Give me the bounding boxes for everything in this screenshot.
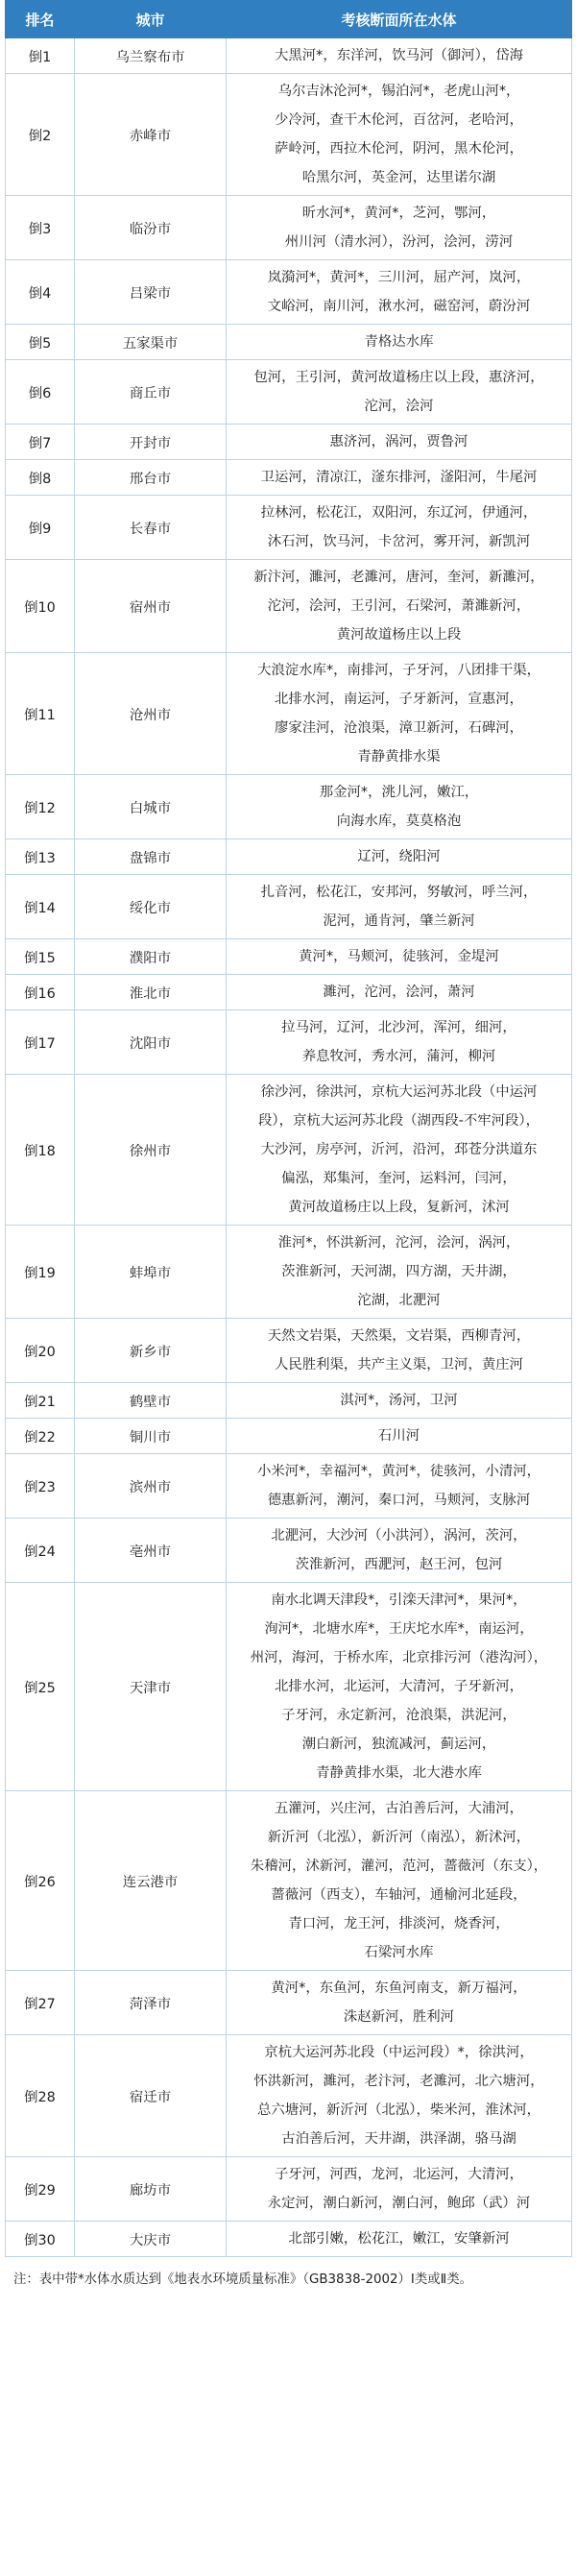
river-line: 京杭大运河苏北段（中运河段）*，徐洪河， <box>264 2045 534 2060</box>
rivers-cell <box>227 653 572 775</box>
rank-cell: 倒19 <box>6 1226 75 1319</box>
table-row <box>6 560 572 653</box>
header-rivers: 考核断面所在水体 <box>227 1 572 38</box>
rivers-cell <box>227 360 572 425</box>
rank-cell: 倒18 <box>6 1075 75 1226</box>
river-line: 黄河故道杨庄以上段，复新河，沭河 <box>288 1200 510 1215</box>
river-line: 哈黑尔河，英金河，达里诺尔湖 <box>301 170 496 185</box>
river-line: 德惠新河，潮河，秦口河，马颊河，支脉河 <box>267 1493 531 1508</box>
rivers-cell <box>227 74 572 196</box>
river-line: 扎音河，松花江，安邦河，努敏河，呼兰河， <box>260 885 538 900</box>
table-row <box>6 74 572 196</box>
rank-cell: 倒26 <box>6 1791 75 1971</box>
river-line: 北排水河，南运河，子牙新河，宣惠河， <box>274 692 524 707</box>
river-line: 沱河，浍河，王引河，石梁河，萧濉新河， <box>267 598 531 614</box>
river-line: 沐石河，饮马河，卡岔河，雾开河，新凯河 <box>267 534 531 549</box>
rivers-cell <box>227 1226 572 1319</box>
city-cell: 五家渠市 <box>75 325 227 360</box>
river-line: 那金河*，洮儿河，嫩江， <box>319 785 479 800</box>
river-line: 洵河*，北塘水库*，王庆坨水库*，南运河， <box>264 1621 534 1637</box>
rank-cell: 倒30 <box>6 2222 75 2257</box>
river-line: 州河，海河，于桥水库，北京排污河（港沟河）， <box>250 1650 548 1665</box>
river-line: 子牙河，河西，龙河，北运河，大清河， <box>274 2167 524 2182</box>
city-cell: 盘锦市 <box>75 839 227 875</box>
city-cell: 亳州市 <box>75 1519 227 1583</box>
rank-cell: 倒1 <box>6 38 75 74</box>
river-line: 怀洪新河，濉河，老汴河，老濉河，北六塘河， <box>253 2074 544 2089</box>
table-header <box>6 1 572 38</box>
rivers-cell <box>227 2157 572 2222</box>
rank-cell: 倒8 <box>6 460 75 496</box>
city-cell: 开封市 <box>75 425 227 460</box>
city-cell: 鹤壁市 <box>75 1383 227 1419</box>
river-line: 青静黄排水渠，北大港水库 <box>316 1765 482 1781</box>
river-line: 州川河（清水河），汾河，浍河，涝河 <box>284 234 514 250</box>
rank-cell: 倒2 <box>6 74 75 196</box>
river-line: 包河，王引河，黄河故道杨庄以上段，惠济河， <box>253 370 544 385</box>
city-cell: 新乡市 <box>75 1319 227 1383</box>
city-cell: 绥化市 <box>75 875 227 939</box>
river-line: 小米河*，幸福河*，黄河*，徒骇河，小清河， <box>256 1464 540 1479</box>
river-line: 大沙河，房亭河，沂河，沿河，邳苍分洪道东 <box>260 1142 538 1157</box>
rivers-cell <box>227 875 572 939</box>
river-line: 黄河故道杨庄以上段 <box>336 627 462 643</box>
rank-cell: 倒6 <box>6 360 75 425</box>
city-cell: 临汾市 <box>75 196 227 260</box>
river-line: 沱河，浍河 <box>364 399 434 414</box>
table-row <box>6 38 572 74</box>
river-line: 总六塘河，新沂河（北泓），柴米河，淮沭河， <box>256 2102 540 2118</box>
rivers-cell <box>227 975 572 1010</box>
table-row <box>6 2157 572 2222</box>
river-line: 大黑河*，东洋河，饮马河（御河），岱海 <box>274 48 524 63</box>
rivers-cell <box>227 2035 572 2157</box>
river-line: 五灌河，兴庄河，古泊善后河，大浦河， <box>274 1801 524 1816</box>
river-line: 濉河，沱河，浍河，萧河 <box>323 984 475 1000</box>
river-line: 徐沙河，徐洪河，京杭大运河苏北段（中运河 <box>260 1084 538 1100</box>
river-line: 南水北调天津段*，引滦天津河*，果河*， <box>271 1592 527 1608</box>
rank-cell: 倒7 <box>6 425 75 460</box>
river-line: 养息牧河，秀水河，蒲河，柳河 <box>301 1049 496 1064</box>
rivers-cell <box>227 775 572 839</box>
table-row <box>6 1010 572 1075</box>
table-row <box>6 939 572 975</box>
table-row <box>6 839 572 875</box>
river-line: 北排水河，北运河，大清河，子牙新河， <box>274 1679 524 1694</box>
city-cell: 菏泽市 <box>75 1971 227 2035</box>
header-city: 城市 <box>75 1 227 38</box>
city-cell: 大庆市 <box>75 2222 227 2257</box>
city-cell: 铜川市 <box>75 1419 227 1454</box>
rivers-cell <box>227 939 572 975</box>
table-row <box>6 196 572 260</box>
river-line: 沱湖，北淝河 <box>357 1293 441 1308</box>
rivers-cell <box>227 2222 572 2257</box>
river-line: 北部引嫩，松花江，嫩江，安肇新河 <box>288 2231 510 2247</box>
rivers-cell <box>227 1519 572 1583</box>
table-row <box>6 1454 572 1519</box>
table-row <box>6 496 572 560</box>
river-line: 青口河，龙王河，排淡河，烧香河， <box>288 1916 510 1932</box>
rank-cell: 倒21 <box>6 1383 75 1419</box>
city-cell: 宿迁市 <box>75 2035 227 2157</box>
city-cell: 赤峰市 <box>75 74 227 196</box>
river-line: 茨淮新河，西淝河，赵王河，包河 <box>295 1557 503 1572</box>
rivers-cell <box>227 1319 572 1383</box>
river-line: 段），京杭大运河苏北段（湖西段-不牢河段）， <box>258 1113 540 1129</box>
river-line: 惠济河，涡河，贾鲁河 <box>329 434 468 450</box>
rank-cell: 倒28 <box>6 2035 75 2157</box>
river-line: 拉林河，松花江，双阳河，东辽河，伊通河， <box>260 505 538 521</box>
rank-cell: 倒10 <box>6 560 75 653</box>
table-row <box>6 1419 572 1454</box>
rivers-cell <box>227 1419 572 1454</box>
table-row <box>6 775 572 839</box>
rivers-cell <box>227 560 572 653</box>
city-cell: 商丘市 <box>75 360 227 425</box>
header-row <box>6 1 572 38</box>
rank-cell: 倒4 <box>6 260 75 325</box>
river-line: 石梁河水库 <box>364 1945 434 1960</box>
rank-cell: 倒16 <box>6 975 75 1010</box>
city-cell: 廊坊市 <box>75 2157 227 2222</box>
rank-cell: 倒11 <box>6 653 75 775</box>
table-row <box>6 2222 572 2257</box>
city-cell: 长春市 <box>75 496 227 560</box>
city-cell: 吕梁市 <box>75 260 227 325</box>
river-line: 青格达水库 <box>364 334 434 350</box>
table-row <box>6 1971 572 2035</box>
river-line: 子牙河，永定新河，沧浪渠，洪泥河， <box>281 1708 516 1723</box>
rivers-cell <box>227 839 572 875</box>
table-row <box>6 460 572 496</box>
river-line: 蔷薇河（西支），车轴河，通榆河北延段， <box>271 1887 527 1903</box>
table-row <box>6 1583 572 1791</box>
river-line: 乌尔吉沐沦河*，锡泊河*，老虎山河*， <box>277 84 520 99</box>
rank-cell: 倒24 <box>6 1519 75 1583</box>
city-cell: 滨州市 <box>75 1454 227 1519</box>
rivers-cell <box>227 460 572 496</box>
river-line: 茨淮新河，天河湖，四方湖，天井湖， <box>281 1264 516 1279</box>
table-row <box>6 875 572 939</box>
river-line: 拉马河，辽河，北沙河，浑河，细河， <box>281 1020 516 1035</box>
rank-cell: 倒27 <box>6 1971 75 2035</box>
table-row <box>6 1519 572 1583</box>
river-line: 少冷河，查干木伦河，百岔河，老哈河， <box>274 112 524 128</box>
table-row <box>6 1319 572 1383</box>
river-line: 黄河*，东鱼河，东鱼河南支，新万福河， <box>271 1981 527 1996</box>
river-line: 岚漪河*，黄河*，三川河，屈产河，岚河， <box>267 270 531 285</box>
river-line: 文峪河，南川河，湫水河，磁窑河，蔚汾河 <box>267 299 531 314</box>
river-line: 青静黄排水渠 <box>357 749 441 765</box>
table-row <box>6 2035 572 2157</box>
rank-cell: 倒23 <box>6 1454 75 1519</box>
city-cell: 天津市 <box>75 1583 227 1791</box>
rivers-cell <box>227 260 572 325</box>
city-cell: 淮北市 <box>75 975 227 1010</box>
rivers-cell <box>227 196 572 260</box>
header-rank: 排名 <box>6 1 75 38</box>
river-line: 人民胜利渠，共产主义渠，卫河，黄庄河 <box>274 1357 524 1373</box>
rank-cell: 倒20 <box>6 1319 75 1383</box>
city-cell: 蚌埠市 <box>75 1226 227 1319</box>
rivers-cell <box>227 425 572 460</box>
city-cell: 连云港市 <box>75 1791 227 1971</box>
river-line: 天然文岩渠，天然渠，文岩渠，西柳青河， <box>267 1328 531 1344</box>
table-body <box>6 38 572 2257</box>
river-line: 淮河*，怀洪新河，沱河，浍河，涡河， <box>277 1235 520 1251</box>
city-cell: 沧州市 <box>75 653 227 775</box>
rank-cell: 倒3 <box>6 196 75 260</box>
table-row <box>6 325 572 360</box>
city-cell: 宿州市 <box>75 560 227 653</box>
table-row <box>6 653 572 775</box>
city-cell: 乌兰察布市 <box>75 38 227 74</box>
river-line: 泥河，通肯河，肇兰新河 <box>323 913 475 929</box>
river-line: 潮白新河，独流减河，蓟运河， <box>301 1737 496 1752</box>
river-line: 卫运河，清凉江，滏东排河，滏阳河，牛尾河 <box>260 470 538 485</box>
rivers-cell <box>227 325 572 360</box>
table-row <box>6 1383 572 1419</box>
city-cell: 沈阳市 <box>75 1010 227 1075</box>
river-line: 辽河，绕阳河 <box>357 849 441 864</box>
rivers-cell <box>227 1454 572 1519</box>
river-line: 淇河*，汤河，卫河 <box>340 1393 458 1408</box>
river-line: 偏泓，郑集河，奎河，运料河，闫河， <box>281 1171 516 1186</box>
rivers-cell <box>227 1791 572 1971</box>
rank-cell: 倒5 <box>6 325 75 360</box>
city-cell: 邢台市 <box>75 460 227 496</box>
river-line: 向海水库，莫莫格泡 <box>336 814 462 829</box>
rank-cell: 倒29 <box>6 2157 75 2222</box>
river-line: 大浪淀水库*，南排河，子牙河，八团排干渠， <box>256 663 540 678</box>
rank-cell: 倒13 <box>6 839 75 875</box>
river-line: 洙赵新河，胜利河 <box>343 2009 455 2025</box>
table-footnote: 注：表中带*水体水质达到《地表水环境质量标准》（GB3838-2002）Ⅰ类或Ⅱ类。 <box>13 2272 473 2287</box>
river-line: 昕水河*，黄河*，芝河，鄂河， <box>301 206 496 221</box>
river-line: 萨岭河，西拉木伦河，阴河，黑木伦河， <box>274 141 524 157</box>
table-row <box>6 360 572 425</box>
rank-cell: 倒22 <box>6 1419 75 1454</box>
rivers-cell <box>227 1971 572 2035</box>
rank-cell: 倒14 <box>6 875 75 939</box>
rivers-cell <box>227 496 572 560</box>
river-line: 永定河，潮白新河，潮白河，鲍邱（武）河 <box>267 2196 531 2211</box>
rivers-cell <box>227 1075 572 1226</box>
rivers-cell <box>227 38 572 74</box>
table-row <box>6 1791 572 1971</box>
rank-cell: 倒17 <box>6 1010 75 1075</box>
table-row <box>6 425 572 460</box>
river-line: 新沂河（北泓），新沂河（南泓），新沭河， <box>267 1830 531 1845</box>
rivers-cell <box>227 1383 572 1419</box>
river-line: 新汴河，濉河，老濉河，唐河，奎河，新濉河， <box>253 570 544 585</box>
water-quality-ranking-table <box>5 0 572 2257</box>
river-line: 古泊善后河，天井湖，洪泽湖，骆马湖 <box>281 2131 516 2147</box>
city-cell: 白城市 <box>75 775 227 839</box>
river-line: 石川河 <box>377 1428 420 1444</box>
city-cell: 徐州市 <box>75 1075 227 1226</box>
table-row <box>6 975 572 1010</box>
city-cell: 濮阳市 <box>75 939 227 975</box>
rivers-cell <box>227 1583 572 1791</box>
table-row <box>6 1226 572 1319</box>
table-row <box>6 1075 572 1226</box>
river-line: 黄河*，马颊河，徒骇河，金堤河 <box>299 949 499 964</box>
rank-cell: 倒15 <box>6 939 75 975</box>
rank-cell: 倒25 <box>6 1583 75 1791</box>
river-line: 北淝河，大沙河（小洪河），涡河，茨河， <box>271 1528 527 1543</box>
table-row <box>6 260 572 325</box>
river-line: 朱稽河，沭新河，灌河，范河，蔷薇河（东支）， <box>250 1859 548 1874</box>
rank-cell: 倒9 <box>6 496 75 560</box>
rivers-cell <box>227 1010 572 1075</box>
river-line: 廖家洼河，沧浪渠，漳卫新河，石碑河， <box>274 720 524 736</box>
rank-cell: 倒12 <box>6 775 75 839</box>
